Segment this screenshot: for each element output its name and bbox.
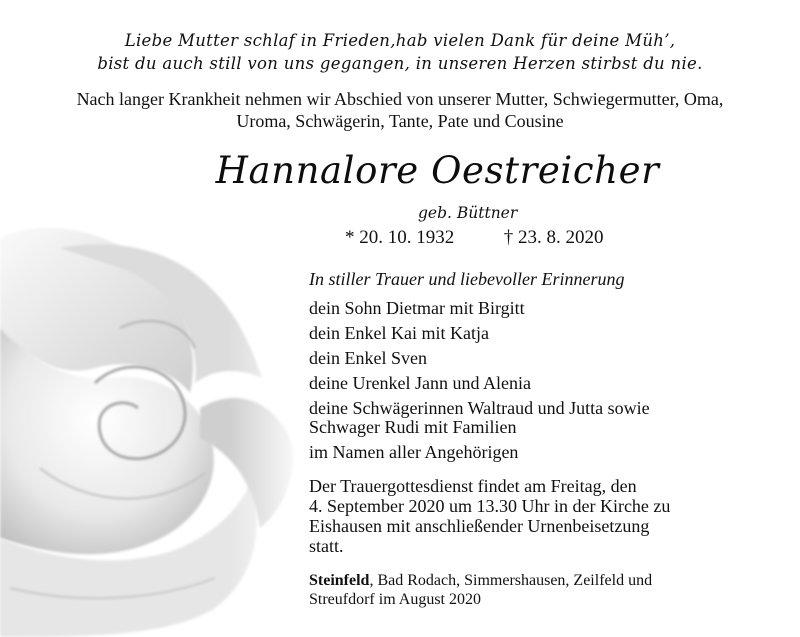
place-line-2: Streufdorf im August 2020 [309,591,481,608]
service-line: Der Trauergottesdienst findet am Freitag, den [309,476,637,496]
intro-line-2: Uroma, Schwägerin, Tante, Pate und Cousine [236,111,564,131]
service-line: 4. September 2020 um 13.30 Uhr in der Kirche zu [309,496,671,516]
white-rose-image [0,208,305,637]
intro-line-1: Nach langer Krankheit nehmen wir Abschied von unserer Mutter, Schwiegermutter, Oma, [76,89,724,109]
mourner-line: Schwager Rudi mit Familien [309,417,517,437]
service-info [309,476,670,556]
mourner-line: dein Sohn Dietmar mit Birgitt [309,298,525,318]
poem-line-2: bist du auch still von uns gegangen, in unseren Herzen stirbst du nie. [97,54,703,73]
deceased-name-block [0,149,800,192]
birth-date: * 20. 10. 1932 [345,227,455,248]
mourner-line: dein Enkel Sven [309,348,427,368]
mourner-line: deine Urenkel Jann und Alenia [309,373,531,393]
mourner-line: deine Schwägerinnen Waltraud und Jutta sowie [309,398,650,418]
mourner-line: dein Enkel Kai mit Katja [309,323,489,343]
deceased-name: Hannalore Oestreicher [215,149,660,192]
death-date: † 23. 8. 2020 [503,227,604,248]
poem-line-1: Liebe Mutter schlaf in Frieden,hab vielen Dank für deine Müh’, [124,31,676,50]
place-line-1: , Bad Rodach, Simmershausen, Zeilfeld und [369,572,653,589]
service-line: statt. [309,536,344,556]
maiden-name: geb. Büttner [418,204,518,222]
intro-text [0,88,800,132]
mourner-line: im Namen aller Angehörigen [309,442,519,462]
poem [0,29,800,75]
place-town: Steinfeld [309,572,370,589]
mourners-heading: In stiller Trauer und liebevoller Erinnerung [309,269,625,289]
life-dates [345,227,604,249]
service-line: Eishausen mit anschließender Urnenbeisetzung [309,516,650,536]
place-and-date [309,571,652,609]
